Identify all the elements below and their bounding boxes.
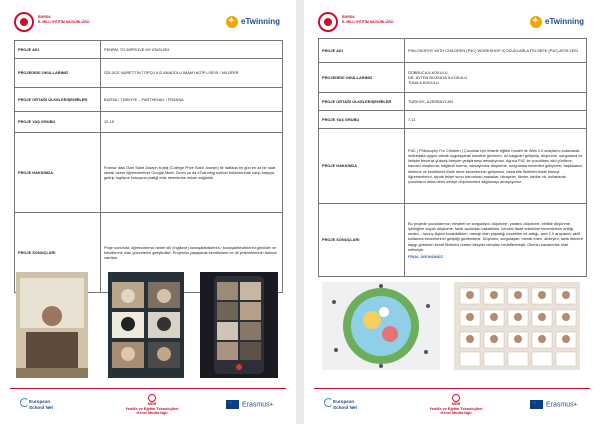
results-text: Bu projede çocuklarımız; eleştirel ve sorgulayıcı düşünme, yaratıcı düşünme, birlikte düşünme, işbirliğine dayalı düşünme, farklı açılardan bakabilme, kendini ifade edebilme becerilerinin arttığı, neden – sonuç ilişkisi kurabildikleri, mesajı olan yaşadığı becerileri mi arttığı, web 2.0 araçlarını aktif kullanma becerilerinin geliştiği gözlemlenir. Düşünen, sorgulayan, merak eden, dinleyen, farklı fikirlere saygı gösteren kendi fikirlerini üreten bireyler olmaları hedeflenmiştir. Olumlu kazanımlar elde edilmiştir. bbox=[408, 221, 583, 252]
row-value: BURSA / TÜRKİYE – PARTHENAY / FRANSA bbox=[101, 88, 283, 112]
meb-header-text bbox=[38, 15, 108, 24]
meb-header-text bbox=[342, 15, 412, 24]
meb-footer-line1: MEB bbox=[451, 402, 461, 406]
row-value: TÜRKİYE, AZERBAYCAN bbox=[405, 93, 587, 111]
table-row bbox=[319, 129, 587, 204]
page-header bbox=[304, 0, 600, 40]
es-line2: School Net bbox=[333, 405, 357, 410]
row-key: PROJE ORTAĞI ÜLKELER/ŞEHİRLER bbox=[319, 93, 405, 111]
row-key: PROJEDEKİ OKULLARIMIZ bbox=[319, 63, 405, 93]
page-right bbox=[304, 0, 600, 424]
es-line2: School Net bbox=[29, 405, 53, 410]
meb-line2: İL MİLLİ EĞİTİM MÜDÜRLÜĞÜ bbox=[38, 19, 90, 24]
row-value: Proje sonunda; öğrencilermiz hedef dili (İngilizce) konuşabildiklerini / konuşabileceklerini gördüler ve kendilerine olan güvenlerini geliştirdiler. Projemizi yaşayarak kendilerinin ve dil yeteneklerinin farkına vardılar. bbox=[101, 213, 283, 293]
row-key: PROJE SONUÇLARI bbox=[15, 213, 101, 293]
european-schoolnet-logo bbox=[20, 396, 64, 418]
row-key: PROJE ADI bbox=[319, 39, 405, 63]
table-row bbox=[15, 112, 283, 133]
row-key: PROJE ORTAĞI ÜLKELER/ŞEHİRLER bbox=[15, 88, 101, 112]
meb-emblem-icon bbox=[148, 394, 156, 402]
row-value: 7-11 bbox=[405, 111, 587, 129]
etwinning-text: eTwinning bbox=[545, 17, 584, 27]
row-value: DOBRUCA İLKOKULU DR. AYTEN BOZKAYA İLKOKULU TUNA İLKOKULU bbox=[405, 63, 587, 93]
table-row bbox=[319, 111, 587, 129]
schoolnet-arc-icon bbox=[20, 398, 29, 407]
row-value: PHILOSOPHY WITH CHILDREN (P4C) WORKSHOP /ÇOCUKLARLA FELSEFE (P4C) ATÖLYESİ bbox=[405, 39, 587, 63]
row-key: PROJE ADI bbox=[15, 41, 101, 59]
row-value: 12-15 bbox=[101, 112, 283, 133]
row-value bbox=[405, 204, 587, 277]
project-photo-2 bbox=[108, 272, 184, 378]
eu-flag-icon bbox=[226, 400, 239, 409]
row-key: PROJEDEKİ OKULLARIMIZ bbox=[15, 59, 101, 88]
project-photo-5 bbox=[454, 282, 580, 370]
project-photo-3 bbox=[200, 272, 278, 378]
table-row bbox=[319, 204, 587, 277]
project-photo-1 bbox=[16, 272, 88, 378]
page-left bbox=[0, 0, 296, 424]
table-row bbox=[319, 39, 587, 63]
etwinning-logo bbox=[226, 16, 280, 28]
row-key: PROJE SONUÇLARI bbox=[319, 204, 405, 277]
row-value: P4C ( Philosophy For Children ) Çocuklar için felsefe eğitim modeli ile Web 2.0 araçlarını kullanarak müfredata uygun olarak uygulayarak kendine güvenen, öz saygıları gelişmiş, düşünme, sorgulama ve iletişim becerisi yüksek bireyler yetiştirmeyi amaçlıyoruz. Ayrıca P4C ile çocukların akıl yürütme, kavram oluşturma, bağlantı kurma, varsayımsız düşünme, sorgulama becerileri gelişmesi, başkalarını dinleme ve kendilerini ifade etme becerilerinin gelişmesi, cesaretle fikirlerini ifade etmeyi öğrenmelerini, içinde felsef sonu barındıran masallar, hikayeler, filmler, fabllar vb. kullanarak çocukların daha derin seviye düşünmesini sağlamayı amaçlıyoruz. bbox=[405, 129, 587, 204]
meb-line2: İL MİLLİ EĞİTİM MÜDÜRLÜĞÜ bbox=[342, 19, 394, 24]
table-row bbox=[15, 88, 283, 112]
row-key: PROJE HAKKINDA bbox=[319, 129, 405, 204]
european-schoolnet-logo bbox=[324, 396, 368, 418]
project-table-2 bbox=[318, 38, 587, 277]
row-value: ÖZLÜCE NURETTİN TOPÇU KIZ ANADOLU İMAM HATİP LİSESİ / NİLÜFER bbox=[101, 59, 283, 88]
erasmus-text: Erasmus+ bbox=[546, 401, 578, 409]
erasmus-logo bbox=[226, 400, 274, 409]
es-line1: European bbox=[333, 399, 355, 404]
footer-divider bbox=[10, 388, 286, 389]
project-table-1 bbox=[14, 40, 283, 293]
etwinning-star-icon bbox=[226, 16, 238, 28]
table-row bbox=[15, 133, 283, 213]
etwinning-logo bbox=[530, 16, 584, 28]
meb-logo-icon bbox=[14, 12, 34, 32]
es-line1: European bbox=[29, 399, 51, 404]
row-key: PROJE HAKKINDA bbox=[15, 133, 101, 213]
page-header bbox=[0, 0, 296, 40]
schoolnet-arc-icon bbox=[324, 398, 333, 407]
table-row bbox=[319, 93, 587, 111]
row-key: PROJE YAŞ GRUBU bbox=[319, 111, 405, 129]
table-row bbox=[15, 59, 283, 88]
footer-divider bbox=[314, 388, 590, 389]
meb-footer-line3: Genel Müdürlüğü bbox=[440, 411, 472, 416]
table-row bbox=[319, 63, 587, 93]
meb-logo-icon bbox=[318, 12, 338, 32]
meb-footer-line1: MEB bbox=[147, 402, 157, 406]
row-value: PENPAL TO IMPROVE MY ENGLISH bbox=[101, 41, 283, 59]
meb-footer-logo bbox=[416, 394, 496, 420]
meb-emblem-icon bbox=[452, 394, 460, 402]
etwinning-star-icon bbox=[530, 16, 542, 28]
erasmus-logo bbox=[530, 400, 578, 409]
meb-footer-line3: Genel Müdürlüğü bbox=[136, 411, 168, 416]
project-photo-4 bbox=[322, 282, 440, 370]
eu-flag-icon bbox=[530, 400, 543, 409]
meb-footer-logo bbox=[112, 394, 192, 420]
meb-line1: BURSA bbox=[38, 15, 51, 19]
etwinning-text: eTwinning bbox=[241, 17, 280, 27]
erasmus-text: Erasmus+ bbox=[242, 401, 274, 409]
meb-footer-line2: Yenilik ve Eğitim Teknolojileri bbox=[125, 406, 179, 411]
meb-footer-line2: Yenilik ve Eğitim Teknolojileri bbox=[429, 406, 483, 411]
final-product-link[interactable]: FİNAL ÜRÜNÜMÜZ bbox=[408, 253, 443, 259]
table-row bbox=[15, 41, 283, 59]
row-value: Fransa’ daki Özel Saint Joseph Koleji (Collège Privé Saint Joseph) ile haftada bir gün en az bir saat olmak üzere öğrencilerimiz Google Meet, Zoom ya da eTwinning sohbet bölümlerinde karşı karşıya getirip İngilizce konuşma pratiği elde etmelerine imkan sağladık. bbox=[101, 133, 283, 213]
row-key: PROJE YAŞ GRUBU bbox=[15, 112, 101, 133]
meb-line1: BURSA bbox=[342, 15, 355, 19]
